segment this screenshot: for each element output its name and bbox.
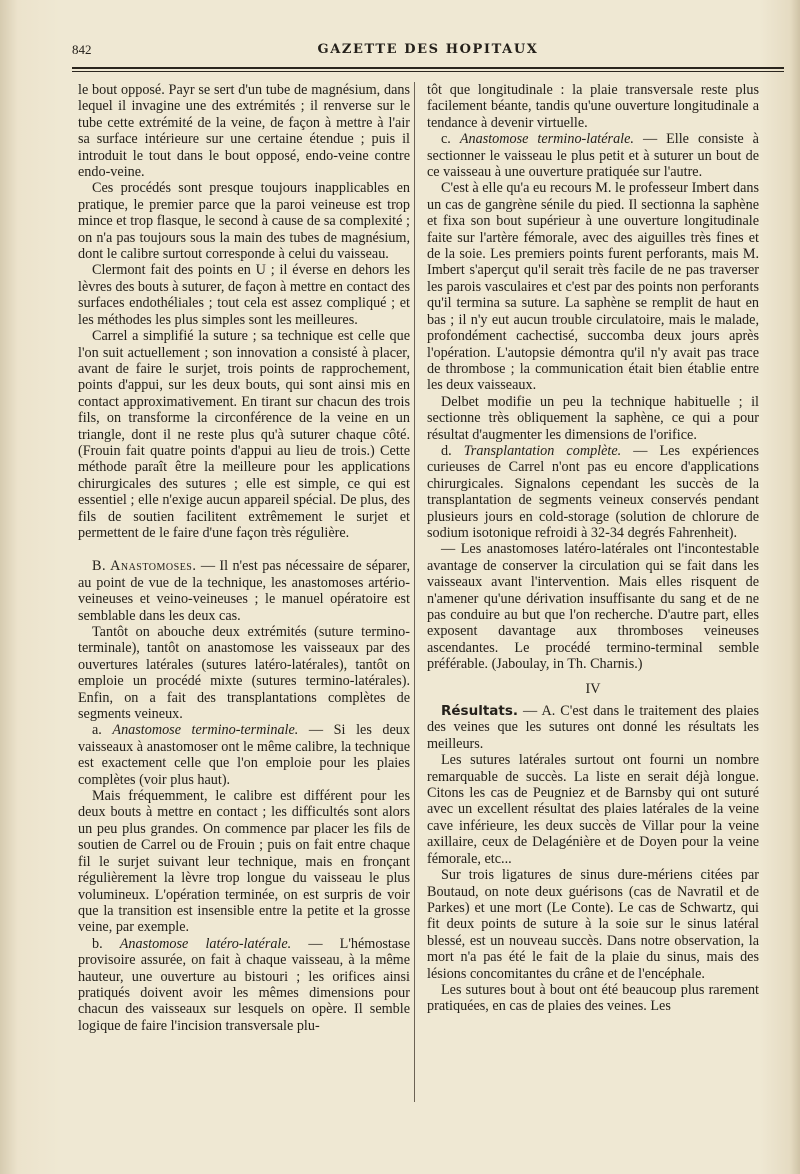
section-number: IV [585, 680, 601, 697]
paragraph-transplantation [427, 443, 759, 541]
paragraph-text: — L'hémostase provisoire assurée, on fait à chaque vaisseau, à la même hauteur, une ouverture au bistouri ; les orifices ainsi pratiqués doivent avoir les mêmes dimensions pour chacun des vaisseaux sur lesquels on opère. Il semble logique de faire l'incision transversale plu- [78, 935, 410, 1034]
column-divider [414, 82, 415, 1102]
page-number: 842 [72, 42, 92, 57]
paragraph-text: — Les expériences curieuses de Carrel n'ont pas eu encore d'applications chirurgicales. Signalons cependant les succès de la transplantation de segments veineux conservés pendant plusieurs jours en cold-storage (solution de chlorure de sodium isotonique refroidi à 32-34 degrés Fahrenheit). [427, 442, 759, 541]
paragraph-termino-terminale [78, 722, 410, 788]
paragraph: Delbet modifie un peu la technique habituelle ; il sectionne très obliquement la saphène, ce qui a pour résultat d'augmenter les dimensions de l'orifice. [427, 393, 759, 443]
right-column [427, 82, 759, 1015]
paragraph-text: — Elle consiste à sectionner le vaisseau le plus petit et à suturer un bout de ce vaisseau à une ouverture pratiquée sur l'autre. [427, 131, 759, 181]
paragraph: le bout opposé. Payr se sert d'un tube de magnésium, dans lequel il invagine une des extrémités ; il renverse sur le tube cette extrémité de la veine, de façon à mettre à l'air sa surface intérieure sur une certaine étendue ; puis il introduit le tout dans le bout opposé, endo-veine contre endo-veine. [78, 82, 410, 181]
subheading: Transplantation complète. [463, 442, 622, 459]
paragraph: Les sutures bout à bout ont été beaucoup plus rarement pratiquées, en cas de plaies des veines. Les [427, 981, 759, 1015]
subheading: Anastomose termino-latérale. [459, 131, 634, 148]
section-heading: Résultats. [441, 703, 519, 720]
header-rule-thin [72, 71, 784, 72]
header-rule-thick [72, 67, 784, 69]
paragraph-text: — A. C'est dans le traitement des plaies des veines que les sutures ont donné les résultats les meilleurs. [427, 703, 759, 752]
paragraph: Ces procédés sont presque toujours inapplicables en pratique, le premier parce que la paroi veineuse est trop mince et trop flasque, le second à cause de sa complexité ; on n'a pas toujours sous la main des tubes de magnésium, dont le calibre surtout corresponde à celui du vaisseau. [78, 180, 410, 263]
paragraph-termino-laterale [427, 131, 759, 180]
running-head [72, 40, 784, 62]
paragraph-text: — Si les deux vaisseaux à anastomoser ont le même calibre, la technique est exactement celle que l'on emploie pour les plaies complètes (voir plus haut). [78, 722, 410, 788]
paragraph-latero-laterale [78, 936, 410, 1034]
paragraph-resultats [427, 703, 759, 752]
paragraph: Mais fréquemment, le calibre est différent pour les deux bouts à mettre en contact ; les difficultés sont alors un peu plus grandes. On commence par placer les fils de soutien de Carrel ou de Frouin ; puis on fait entre chaque fil le surjet suivant leur technique, mais en fronçant régulièrement la lèvre trop longue du vaisseau le plus volumineux. L'opération terminée, on est surpris de voir que la transition est insensible entre la petite et la grosse veine, par exemple. [78, 788, 410, 936]
item-letter: d. [441, 442, 464, 459]
paragraph-anastomoses [78, 558, 410, 624]
left-column [78, 82, 410, 1034]
item-letter: a. [92, 722, 113, 739]
item-letter: b. [92, 935, 120, 952]
section-heading: B. Anastomoses. [92, 558, 197, 575]
subheading: Anastomose termino-terminale. [112, 722, 299, 739]
paragraph: C'est à elle qu'a eu recours M. le professeur Imbert dans un cas de gangrène sénile du pied. Il sectionna la saphène et fixa son bout supérieur à une ouverture longitudinale faite sur l'artère fémorale, avec des aiguilles très fines et de la soie. Les premiers points furent perforants, mais M. Imbert s'aperçut qu'il serait très facile de ne pas traverser les parois vasculaires et c'est par des points non perforants qu'il termina sa suture. La saphène se remplit de haut en bas ; il n'y eut aucun trouble circulatoire, mais le malade, profondément cachectisé, succomba deux jours après l'opération. L'autopsie démontra qu'il n'y avait pas trace de thrombose ; la communication était bien établie entre les deux vaisseaux. [427, 180, 759, 394]
item-letter: c. [441, 131, 460, 148]
paragraph: tôt que longitudinale : la plaie transversale reste plus facilement béante, tandis qu'une ouverture longitudinale a tendance à devenir virtuelle. [427, 82, 759, 131]
journal-title: GAZETTE DES HOPITAUX [317, 42, 539, 57]
paragraph-text: — Il n'est pas nécessaire de séparer, au point de vue de la technique, les anastomoses artério-veineuses et veino-veineuses ; le manuel opératoire est semblable dans les deux cas. [78, 558, 410, 624]
paragraph: Sur trois ligatures de sinus dure-mériens citées par Boutaud, on note deux guérisons (cas de Navratil et de Parkes) et une mort (Le Conte). Le cas de Schwartz, qui fit deux points de suture à la soie sur le sinus latéral blessé, est un nouveau succès. Dans notre observation, la mort n'a pas été le fait de la plaie du sinus, mais des lésions concomitantes du crâne et de l'encéphale. [427, 867, 759, 982]
subheading: Anastomose latéro-latérale. [119, 935, 292, 952]
paragraph: Tantôt on abouche deux extrémités (suture termino-terminale), tantôt on anastomose les vaisseaux par des ouvertures latérales (sutures latéro-latérales), tantôt on emploie un procédé mixte (sutures termino-latérales). Enfin, on a fait des transplantations complètes de segments veineux. [78, 624, 410, 723]
paragraph: Clermont fait des points en U ; il éverse en dehors les lèvres des bouts à suturer, de façon à mettre en contact des surfaces endothéliales ; tout cela est assez compliqué ; et les méthodes les plus simples sont les meilleures. [78, 262, 410, 328]
paragraph: Les sutures latérales surtout ont fourni un nombre remarquable de succès. La liste en serait déjà longue. Citons les cas de Peugniez et de Barnsby qui ont suturé avec un excellent résultat des plaies latérales de la veine cave inférieure, les deux succès de Villar pour la veine axillaire, ceux de Delagénière et de Doyen pour la veine fémorale, etc... [427, 752, 759, 867]
paragraph: — Les anastomoses latéro-latérales ont l'incontestable avantage de conserver la circulation qui se fait dans les vaisseaux avant l'intervention. Mais elles risquent de n'amener qu'une dérivation insuffisante du sang et de ne pas conduire au but que l'on recherche. D'autre part, elles exposent davantage aux thromboses veineuses ascendantes. Le procédé termino-terminal semble préférable. (Jaboulay, in Th. Charnis.) [427, 541, 759, 673]
paragraph: Carrel a simplifié la suture ; sa technique est celle que l'on suit actuellement ; son innovation a consisté à placer, avant de faire le surjet, trois points de rapprochement, points d'appui, sur les deux bouts, qui sont ainsi mis en contact approximativement. En tirant sur chacun des trois fils, on transforme la circonférence de la veine en un triangle, dont il ne reste plus qu'à suturer chaque côté. (Frouin fait quatre points d'appui au lieu de trois.) Cette méthode paraît être la meilleure pour les applications chirurgicales des sutures ; elle est simple, ce qui est essentiel ; elle n'exige aucun appareil spécial. De plus, des fils de soutien facilitent extrêmement le surjet et permettent de le faire d'une façon très régulière. [78, 328, 410, 541]
